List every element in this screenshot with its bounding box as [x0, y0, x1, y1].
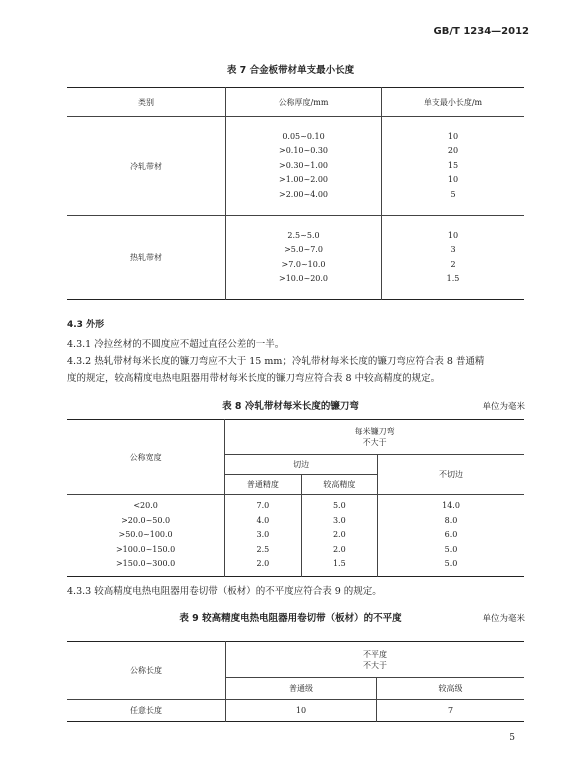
table9-header-flatness: [226, 642, 525, 678]
table8-cell: 7.0: [256, 501, 270, 511]
table7-category: 热轧带材: [67, 216, 226, 300]
table9-cell: 10: [226, 700, 377, 722]
table8-header-text: 不大于: [362, 438, 387, 447]
table8-high-list: [301, 495, 377, 577]
table9-header-text: 不平度: [363, 649, 387, 659]
table8-cell: 2.0: [332, 544, 346, 554]
table8-cell: 2.0: [256, 559, 270, 569]
table7-length-list: [382, 117, 525, 216]
table8-cell: >150.0~300.0: [115, 559, 176, 569]
table9-unit: 单位为毫米: [482, 614, 525, 624]
table-row: [67, 216, 524, 300]
table7-cell: 0.05~0.10: [282, 131, 325, 141]
table8-cell: >100.0~150.0: [115, 544, 176, 554]
table8-cell: 14.0: [442, 501, 460, 511]
table8-header-width: 公称宽度: [67, 420, 225, 495]
table8-cell: 5.0: [444, 544, 458, 554]
table8-uncut-list: [378, 495, 524, 577]
table8-cell: 2.0: [332, 530, 346, 540]
table7-cell: >1.00~2.00: [278, 175, 329, 185]
standard-number: GB/T 1234—2012: [433, 26, 529, 37]
table7-header-category: 类别: [67, 88, 226, 117]
table9: [67, 641, 524, 722]
table8-header-uncut: 不切边: [378, 455, 524, 495]
table8-cell: >50.0~100.0: [118, 530, 173, 540]
table-row: [67, 495, 524, 577]
table7-header-length: 单支最小长度/m: [382, 88, 525, 117]
table7-cell: 2.5~5.0: [287, 230, 320, 240]
table8-cell: 5.0: [332, 501, 346, 511]
paragraph-4-3-2-line1: 4.3.2 热轧带材每米长度的镰刀弯应不大于 15 mm；冷轧带材每米长度的镰刀弯应符合表 8 普通精: [67, 356, 485, 367]
table8-cell: 3.0: [256, 530, 270, 540]
table8-header-normal: 普通精度: [225, 475, 301, 495]
table8-width-list: [67, 495, 225, 577]
table7-cell: >10.0~20.0: [278, 274, 329, 283]
paragraph-4-3-3: 4.3.3 较高精度电热电阻器用卷切带（板材）的不平度应符合表 9 的规定。: [67, 586, 382, 597]
table7-cell: 10: [447, 131, 459, 141]
table9-header-length: 公称长度: [67, 642, 226, 700]
table8-cell: 5.0: [444, 559, 458, 569]
table7-cell: >7.0~10.0: [281, 259, 326, 269]
table7-cell: 20: [447, 146, 459, 156]
paragraph-4-3-2-line2: 度的规定，较高精度电热电阻器用带材每米长度的镰刀弯应符合表 8 中较高精度的规定。: [67, 373, 441, 384]
paragraph-4-3-1: 4.3.1 冷拉丝材的不圆度应不超过直径公差的一半。: [67, 339, 285, 350]
section-heading: 4.3 外形: [67, 320, 105, 330]
table8-cell: 2.5: [256, 544, 270, 554]
table8: [67, 419, 524, 577]
table8-normal-list: [225, 495, 301, 577]
page-number: 5: [509, 733, 515, 743]
table9-header-text: 不大于: [363, 660, 387, 670]
table7-cell: >2.00~4.00: [278, 189, 329, 199]
table7-cell: 15: [447, 160, 459, 170]
table8-cell: <20.0: [133, 501, 158, 511]
table7-thickness-list: [226, 216, 382, 300]
table9-header-normal: 普通级: [226, 678, 377, 700]
table-row: [67, 117, 524, 216]
table7-cell: 5: [450, 189, 456, 199]
table8-cell: 8.0: [444, 515, 458, 525]
table7-cell: >0.30~1.00: [278, 160, 329, 170]
table8-cell: 3.0: [332, 515, 346, 525]
table9-cell: 7: [377, 700, 525, 722]
table8-cell: >20.0~50.0: [121, 515, 171, 525]
table8-unit: 单位为毫米: [482, 402, 525, 412]
table7-length-list: [382, 216, 525, 300]
table9-header-high: 较高级: [377, 678, 525, 700]
table9-caption: 表 9 较高精度电热电阻器用卷切带（板材）的不平度: [179, 613, 402, 624]
table-row: [67, 700, 524, 722]
table7-cell: 10: [447, 175, 459, 185]
table8-header-text: 每米镰刀弯: [354, 427, 395, 436]
table7-caption: 表 7 合金板带材单支最小长度: [226, 65, 355, 76]
table7-cell: 3: [450, 245, 456, 254]
table7: [67, 87, 524, 300]
table7-cell: 10: [447, 230, 459, 240]
table7-cell: 1.5: [446, 274, 460, 283]
table7-cell: >0.10~0.30: [278, 146, 329, 156]
table7-cell: >5.0~7.0: [284, 245, 323, 254]
table8-cell: 4.0: [256, 515, 270, 525]
table7-thickness-list: [226, 117, 382, 216]
table8-caption: 表 8 冷轧带材每米长度的镰刀弯: [222, 401, 359, 412]
table8-header-camber: [225, 420, 524, 455]
table7-header-thickness: 公称厚度/mm: [226, 88, 382, 117]
table8-header-high: 较高精度: [301, 475, 377, 495]
table8-header-cut: 切边: [225, 455, 378, 475]
table8-cell: 1.5: [332, 559, 346, 569]
table7-cell: 2: [450, 259, 456, 269]
table7-category: 冷轧带材: [67, 117, 226, 216]
table8-cell: 6.0: [444, 530, 458, 540]
table9-cell: 任意长度: [67, 700, 226, 722]
